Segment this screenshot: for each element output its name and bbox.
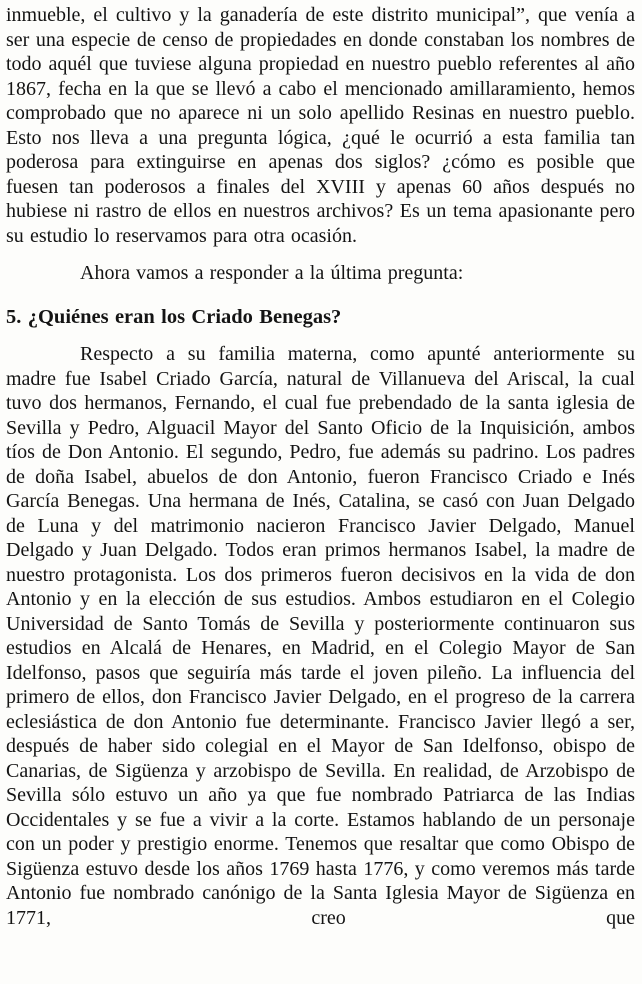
section-heading: 5. ¿Quiénes eran los Criado Benegas? bbox=[6, 305, 342, 328]
paragraph-continuation-from-previous-page: inmueble, el cultivo y la ganadería de este distrito municipal”, que venía a ser una especie de censo de propiedades en donde constaban los nombres de todo aquél que tuviese alguna propiedad en nuestro pueblo referentes al año 1867, fecha en la que se llevó a cabo el mencionado amillaramiento, hemos comprobado que no aparece ni un solo apellido Resinas en nuestro pueblo. Esto nos lleva a una pregunta lógica, ¿qué le ocurrió a esta familia tan poderosa para extinguirse en apenas dos siglos? ¿cómo es posible que fuesen tan poderosos a finales del XVIII y apenas 60 años después no hubiese ni rastro de ellos en nuestros archivos? Es un tema apasionante pero su estudio lo reservamos para otra ocasión. bbox=[6, 4, 635, 247]
paragraph-intro-line: Ahora vamos a responder a la última pregunta: bbox=[80, 262, 464, 284]
paragraph-section-body: Respecto a su familia materna, como apunté anteriormente su madre fue Isabel Criado García, natural de Villanueva del Ariscal, la cual tuvo dos hermanos, Fernando, el cual fue prebendado de la santa iglesia de Sevilla y Pedro, Alguacil Mayor del Santo Oficio de la Inquisición, ambos tíos de Don Antonio. El segundo, Pedro, fue además su padrino. Los padres de doña Isabel, abuelos de don Antonio, fueron Francisco Criado e Inés García Benegas. Una hermana de Inés, Catalina, se casó con Juan Delgado de Luna y del matrimonio nacieron Francisco Javier Delgado, Manuel Delgado y Juan Delgado. Todos eran primos hermanos Isabel, la madre de nuestro protagonista. Los dos primeros fueron decisivos en la vida de don Antonio y en la elección de sus estudios. Ambos estudiaron en el Colegio Universidad de Santo Tomás de Sevilla y posteriormente continuaron sus estudios en Alcalá de Henares, en Madrid, en el Colegio Mayor de San Idelfonso, pasos que seguiría más tarde el joven pileño. La influencia del primero de ellos, don Francisco Javier Delgado, en el progreso de la carrera eclesiástica de don Antonio fue determinante. Francisco Javier llegó a ser, después de haber sido colegial en el Mayor de San Idelfonso, obispo de Canarias, de Sigüenza y arzobispo de Sevilla. En realidad, de Arzobispo de Sevilla sólo estuvo un año ya que fue nombrado Patriarca de las Indias Occidentales y se fue a vivir a la corte. Estamos hablando de un personaje con un poder y prestigio enorme. Tenemos que resaltar que como Obispo de Sigüenza estuvo desde los años 1769 hasta 1776, y como veremos más tarde Antonio fue nombrado canónigo de la Santa Iglesia Mayor de Sigüenza en 1771, creo que bbox=[6, 343, 635, 929]
